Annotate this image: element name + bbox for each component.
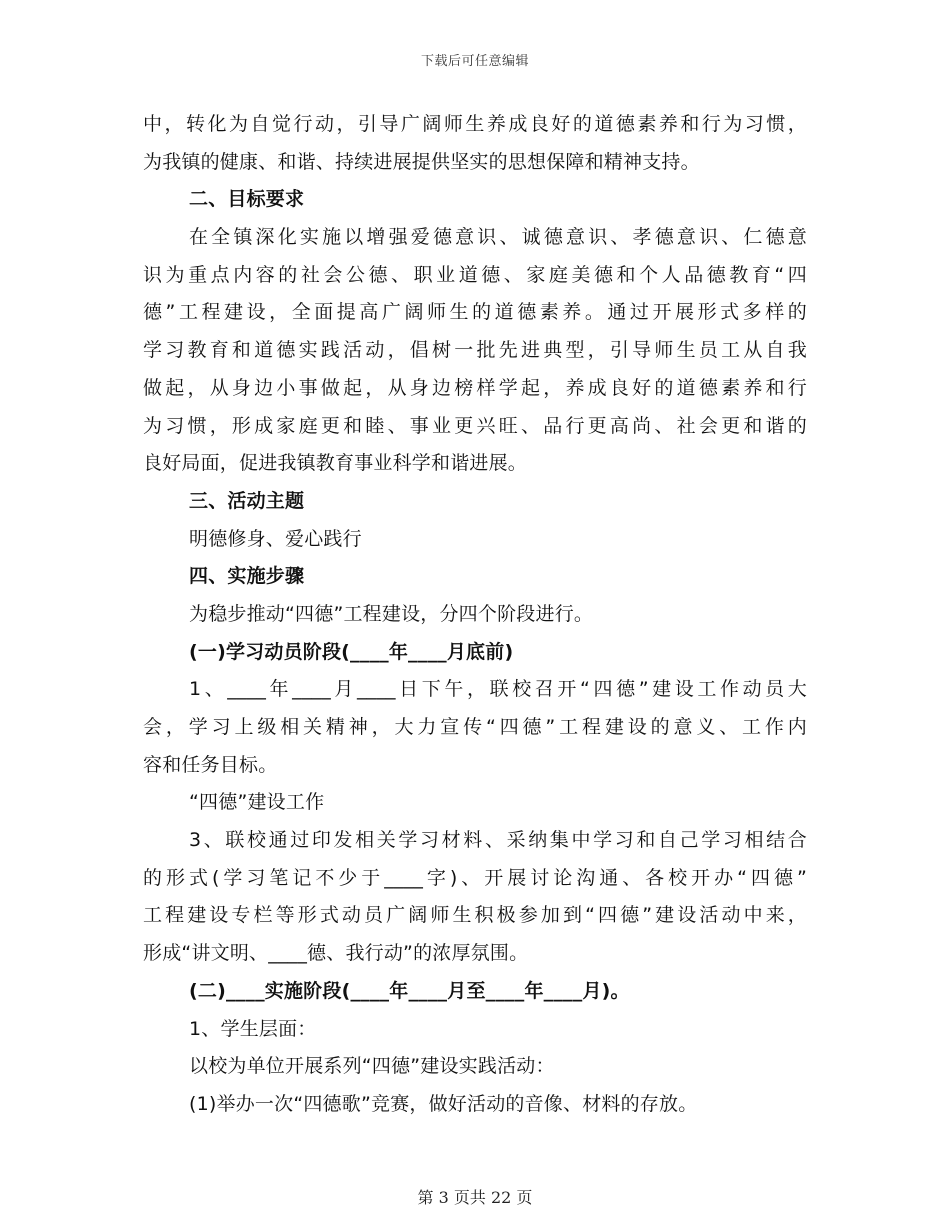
- text-line: 的形式(学习笔记不少于____字)、开展讨论沟通、各校开办“四德”: [143, 866, 807, 889]
- text-line: 形成“讲文明、____德、我行动”的浓厚氛围。: [143, 942, 529, 965]
- document-body: [143, 106, 807, 1124]
- text-line: 1、学生层面：: [189, 1017, 317, 1040]
- text-line: 中，转化为自觉行动，引导广阔师生养成良好的道德素养和行为习惯，: [143, 113, 807, 135]
- text-line: 做起，从身边小事做起，从身边榜样学起，养成良好的道德素养和行: [143, 376, 807, 399]
- page-header: 下载后可任意编辑: [420, 54, 529, 69]
- text-line: 德”工程建设，全面提高广阔师生的道德素养。通过开展形式多样的: [143, 301, 807, 324]
- text-line: 为我镇的健康、和谐、持续进展提供坚实的思想保障和精神支持。: [143, 150, 700, 173]
- text-line: 四、实施步骤: [189, 565, 305, 588]
- text-line: 工程建设专栏等形式动员广阔师生积极参加到“四德”建设活动中来，: [143, 904, 807, 927]
- text-line: 良好局面，促进我镇教育事业科学和谐进展。: [143, 452, 528, 475]
- text-line: 以校为单位开展系列“四德”建设实践活动：: [189, 1055, 555, 1078]
- text-line: 明德修身、爱心践行: [189, 527, 362, 550]
- text-line: 容和任务目标。: [143, 753, 278, 776]
- text-line: 为稳步推动“四德”工程建设，分四个阶段进行。: [189, 602, 594, 625]
- text-line: 3、联校通过印发相关学习材料、采纳集中学习和自己学习相结合: [189, 829, 807, 852]
- text-line: “四德”建设工作: [189, 791, 325, 814]
- text-line: 学习教育和道德实践活动，倡树一批先进典型，引导师生员工从自我: [143, 339, 807, 362]
- text-line: (二)____实施阶段(____年____月至____年____月)。: [189, 979, 630, 1002]
- text-line: 识为重点内容的社会公德、职业道德、家庭美德和个人品德教育“四: [143, 263, 807, 286]
- text-line: 1、____年____月____日下午，联校召开“四德”建设工作动员大: [189, 678, 807, 701]
- text-line: 在全镇深化实施以增强爱德意识、诚德意识、孝德意识、仁德意: [189, 226, 807, 249]
- page-number: 第 3 页共 22 页: [417, 1188, 533, 1207]
- text-line: (1)举办一次“四德歌”竞赛，做好活动的音像、材料的存放。: [189, 1092, 698, 1115]
- text-line: 三、活动主题: [189, 489, 305, 512]
- text-line: 为习惯，形成家庭更和睦、事业更兴旺、品行更高尚、社会更和谐的: [143, 414, 807, 437]
- text-line: 会，学习上级相关精神，大力宣传“四德”工程建设的意义、工作内: [143, 716, 807, 738]
- text-line: 二、目标要求: [189, 188, 305, 211]
- text-line: (一)学习动员阶段(____年____月底前): [189, 640, 514, 663]
